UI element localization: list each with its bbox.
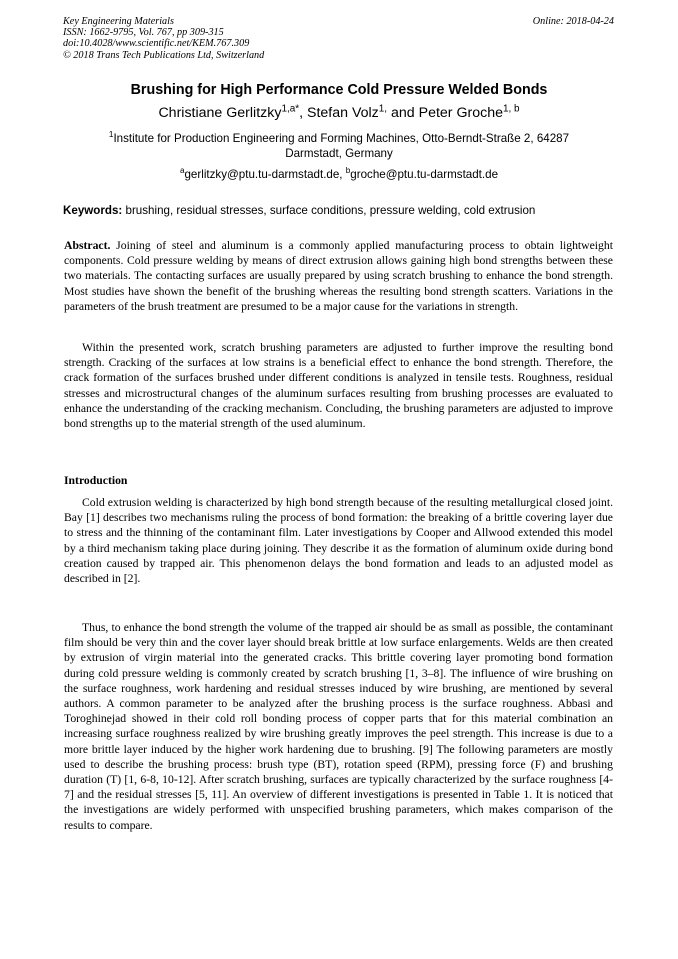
intro-paragraph-1: Cold extrusion welding is characterized by high bond strength because of the resulting metallurgical closed joint. Bay [1] describes two mechanisms ruling the process of bond formation: the breaking of a brittle covering layer due to stress and the thinning of the contaminant film. Later investigations by Cooper and Allwood extended this model by a third mechanism taking place during joining. They describe it as the formation of aluminum oxide during bond creation caused by trapped air. This phenomenon delays the bond formation and leads to an adjusted model as described in [2].	[64, 496, 613, 586]
author-name: Peter Groche	[418, 105, 503, 121]
abstract-label: Abstract.	[64, 239, 111, 252]
author-name: Christiane Gerlitzky	[158, 105, 282, 121]
author-name: Stefan Volz	[306, 105, 379, 121]
doi-line: doi:10.4028/www.scientific.net/KEM.767.309	[63, 38, 250, 50]
abstract-paragraph	[64, 238, 613, 314]
section-heading: Introduction	[64, 474, 128, 487]
keywords	[63, 204, 623, 217]
author-separator: ,	[299, 105, 307, 121]
author-superscript: 1,a*	[281, 103, 300, 115]
author-superscript: 1, b	[503, 103, 520, 115]
abstract-text: Joining of steel and aluminum is a commonly applied manufacturing process to obtain lightweight components. Cold pressure welding by means of direct extrusion allows gaining high bond strengths between these two materials. The contacting surfaces are usually prepared by using scratch brushing to enhance the bond strength. Most studies have shown the benefit of the brushing whereas the resulting bond strength scatters. Variations in the parameters of the brush treatment are presumed to be a major cause for the variations in strength.	[64, 239, 613, 313]
paper-title: Brushing for High Performance Cold Pressure Welded Bonds	[130, 82, 548, 98]
online-date: Online: 2018-04-24	[532, 16, 614, 27]
email-link[interactable]: groche@ptu.tu-darmstadt.de	[350, 168, 499, 181]
author-separator: and	[387, 105, 419, 121]
author-list	[40, 105, 638, 121]
email-superscript: a	[179, 166, 185, 176]
intro-paragraph-2: Thus, to enhance the bond strength the volume of the trapped air should be as small as possible, the contaminant film should be very thin and the cover layer should break brittle at low surface enlargements. Welds are then created by extrusion of virgin material into the generated cracks. This brittle covering layer promoting bond formation during cold pressure welding is commonly created by scratch brushing [1, 3–8]. The influence of wire brushing on the surface roughness, work hardening and residual stresses induced by wire brushing, are mentioned by several authors. A common parameter to be analyzed after the brushing process is the surface roughness. Abbasi and Toroghinejad showed in their cold roll bonding process of copper parts that for this material combination an increasing surface roughness realized by wire brushing greatly improves the peel strength. This increase is due to a more brittle layer induced by the higher work hardening due to brushing. [9] The following parameters are mostly used to describe the brushing process: brush type (BT), rotation speed (RPM), pressing force (F) and brushing duration (T) [1, 6-8, 10-12]. After scratch brushing, surfaces are typically characterized by the surface roughness [4-7] and the residual stresses [5, 11]. An overview of different investigations is presented in Table 1. It is noticed that the investigations are widely performed with unspecified brushing parameters, which makes comparison of the results to compare.	[64, 621, 613, 832]
author-superscript: 1,	[378, 103, 388, 115]
affiliation-superscript: 1	[108, 130, 114, 140]
copyright-line: © 2018 Trans Tech Publications Ltd, Switzerland	[63, 49, 265, 61]
email-superscript: b	[345, 166, 351, 176]
keywords-text: brushing, residual stresses, surface conditions, pressure welding, cold extrusion	[122, 204, 536, 217]
affiliation-text: Institute for Production Engineering and Forming Machines, Otto-Berndt-Straße 2, 64287 Darmstadt, Germany	[113, 132, 570, 160]
journal-name: Key Engineering Materials	[63, 16, 174, 27]
journal-header	[63, 16, 264, 61]
affiliation	[80, 131, 598, 161]
keywords-label: Keywords:	[63, 204, 123, 217]
email-link[interactable]: gerlitzky@ptu.tu-darmstadt.de,	[184, 168, 346, 181]
issn-line: ISSN: 1662-9795, Vol. 767, pp 309-315	[63, 27, 224, 39]
author-emails	[40, 168, 638, 181]
abstract-paragraph-2: Within the presented work, scratch brushing parameters are adjusted to further improve the resulting bond strength. Cracking of the surfaces at low strains is a beneficial effect to enhance the bond strength. Therefore, the crack formation of the surfaces brushed under different conditions is analyzed in tensile tests. Roughness, residual stresses and microstructural changes of the aluminum surfaces resulting from brushing processes are evaluated to enhance the understanding of the cracking mechanism. Concluding, the brushing parameters are adjusted to improve bond strengths up to the material strength of the used aluminum.	[64, 341, 613, 431]
